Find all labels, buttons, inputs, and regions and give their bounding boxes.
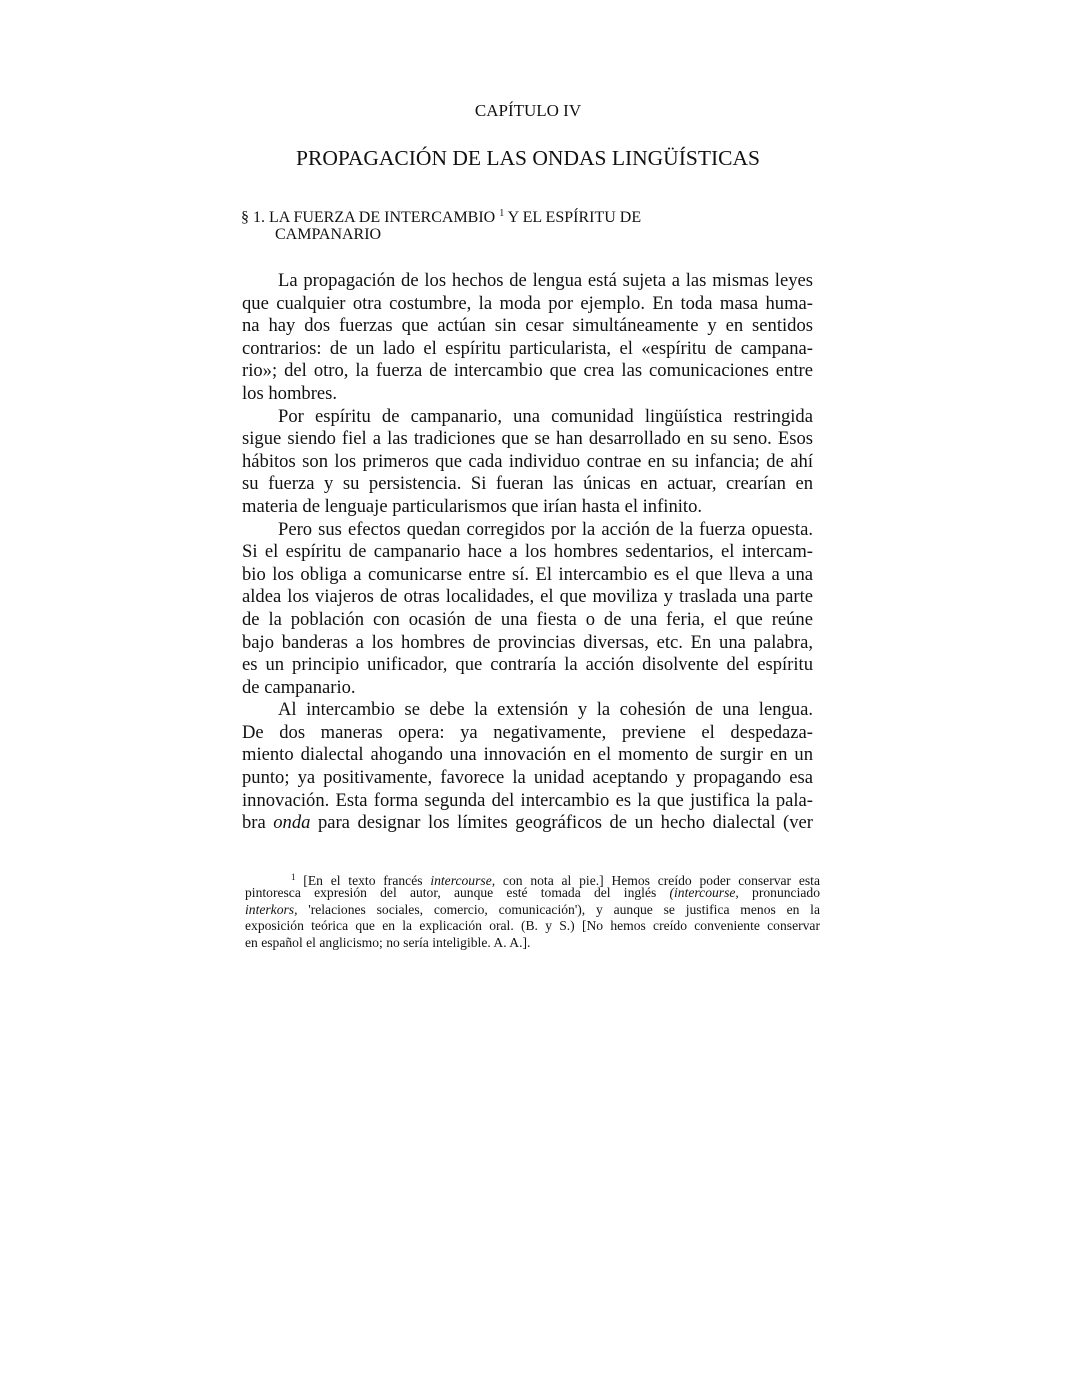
text-line (242, 270, 813, 293)
text-run: Por espíritu de campanario, una comunidad lingüística restringida (278, 405, 813, 427)
text-line (242, 293, 813, 316)
text-run: miento dialectal ahogando una innovación en el momento de surgir en un (242, 744, 813, 766)
text-run: para designar los límites geográficos de un hecho dialectal (ver (310, 812, 813, 834)
text-run: Al intercambio se debe la extensión y la cohesión de una lengua. (278, 699, 813, 721)
footnote-line (245, 918, 820, 934)
text-line (242, 338, 813, 361)
text-run: na hay dos fuerzas que actúan sin cesar simultáneamente y en sentidos (242, 315, 813, 337)
text-run: los hombres. (242, 382, 338, 404)
text-line (242, 541, 813, 564)
text-line (242, 812, 813, 835)
text-run: es un principio unificador, que contraría la acción disolvente del espíritu (242, 654, 813, 676)
text-line (242, 360, 813, 383)
footnote-number: 1 (291, 872, 296, 882)
text-line (242, 383, 813, 406)
text-line (242, 790, 813, 813)
paragraph (242, 519, 813, 700)
text-line (242, 496, 813, 519)
footnote-ref: 1 (499, 208, 505, 219)
text-line (242, 744, 813, 767)
text-run: [En el texto francés (295, 873, 431, 888)
italic-text: onda (273, 812, 311, 834)
text-run: en español el anglicismo; no sería inteligible. A. A.]. (245, 934, 531, 950)
text-line (242, 586, 813, 609)
italic-text: interkors, (245, 901, 298, 917)
text-line (242, 428, 813, 451)
text-line (242, 699, 813, 722)
text-run: pronunciado (738, 885, 820, 901)
text-run: De dos maneras opera: ya negativamente, previene el despedaza- (242, 721, 813, 743)
text-run: sigue siendo fiel a las tradiciones que se han desarrollado en su seno. Esos (242, 428, 813, 450)
paragraph (242, 270, 813, 406)
text-run: materia de lenguaje particularismos que irían hasta el infinito. (242, 495, 703, 517)
footnote-line (245, 902, 820, 918)
text-line (242, 451, 813, 474)
text-run: pintoresca expresión del autor, aunque esté tomada del inglés (245, 885, 670, 901)
text-line (242, 564, 813, 587)
text-run: contrarios: de un lado el espíritu particularista, el «espíritu de campana- (242, 337, 813, 359)
text-run: de campanario. (242, 676, 356, 698)
section-heading-text: § 1. LA FUERZA DE INTERCAMBIO (241, 209, 496, 226)
text-line (242, 315, 813, 338)
text-run: su fuerza y su persistencia. Si fueran las únicas en actuar, crearían en (242, 473, 813, 495)
text-run: que cualquier otra costumbre, la moda por ejemplo. En toda masa huma- (242, 292, 813, 314)
text-run: hábitos son los primeros que cada individuo contrae en su infancia; de ahí (242, 450, 813, 472)
chapter-title: PROPAGACIÓN DE LAS ONDAS LINGÜÍSTICAS (296, 146, 760, 170)
text-run: con nota al pie.] Hemos creído poder conservar esta (495, 873, 820, 888)
footnote-line (245, 869, 820, 888)
text-run: bio los obliga a comunicarse entre sí. El intercambio es el que lleva a una (242, 563, 813, 585)
text-run: 'relaciones sociales, comercio, comunicación'), y aunque se justifica menos en la (297, 901, 820, 917)
section-heading (241, 208, 641, 227)
text-line (242, 519, 813, 542)
text-line (242, 767, 813, 790)
text-run: bajo banderas a los hombres de provincias diversas, etc. En una palabra, (242, 631, 813, 653)
text-line (242, 632, 813, 655)
section-heading-text-cont: Y EL ESPÍRITU DE (504, 209, 642, 226)
italic-text: intercourse, (430, 873, 496, 888)
paragraph (242, 699, 813, 835)
paragraph (242, 406, 813, 519)
text-line (242, 609, 813, 632)
body-text (242, 270, 813, 835)
text-line (242, 406, 813, 429)
text-run: Pero sus efectos quedan corregidos por la acción de la fuerza opuesta. (278, 518, 813, 540)
footnote-line (245, 885, 820, 901)
text-run: aldea los viajeros de otras localidades, el que moviliza y traslada una parte (242, 586, 813, 608)
text-run: Si el espíritu de campanario hace a los hombres sedentarios, el intercam- (242, 541, 813, 563)
chapter-label: CAPÍTULO IV (474, 101, 582, 120)
text-line (242, 722, 813, 745)
text-line (242, 654, 813, 677)
text-run: innovación. Esta forma segunda del intercambio es la que justifica la pala- (242, 789, 813, 811)
text-line (242, 473, 813, 496)
footnote (245, 869, 820, 951)
italic-text: (intercourse, (669, 885, 739, 901)
text-run: La propagación de los hechos de lengua está sujeta a las mismas leyes (278, 270, 813, 291)
text-run: punto; ya positivamente, favorece la unidad aceptando y propagando esa (242, 767, 813, 789)
text-line (242, 677, 813, 700)
text-run: exposición teórica que en la explicación oral. (B. y S.) [No hemos creído conveniente conservar (245, 918, 820, 934)
text-run: bra (242, 812, 274, 834)
text-run: rio»; del otro, la fuerza de intercambio que crea las comunicaciones entre (242, 360, 813, 382)
section-heading-line2: CAMPANARIO (275, 226, 382, 243)
footnote-line (245, 935, 820, 951)
text-run: de la población con ocasión de una fiesta o de una feria, el que reúne (242, 608, 813, 630)
